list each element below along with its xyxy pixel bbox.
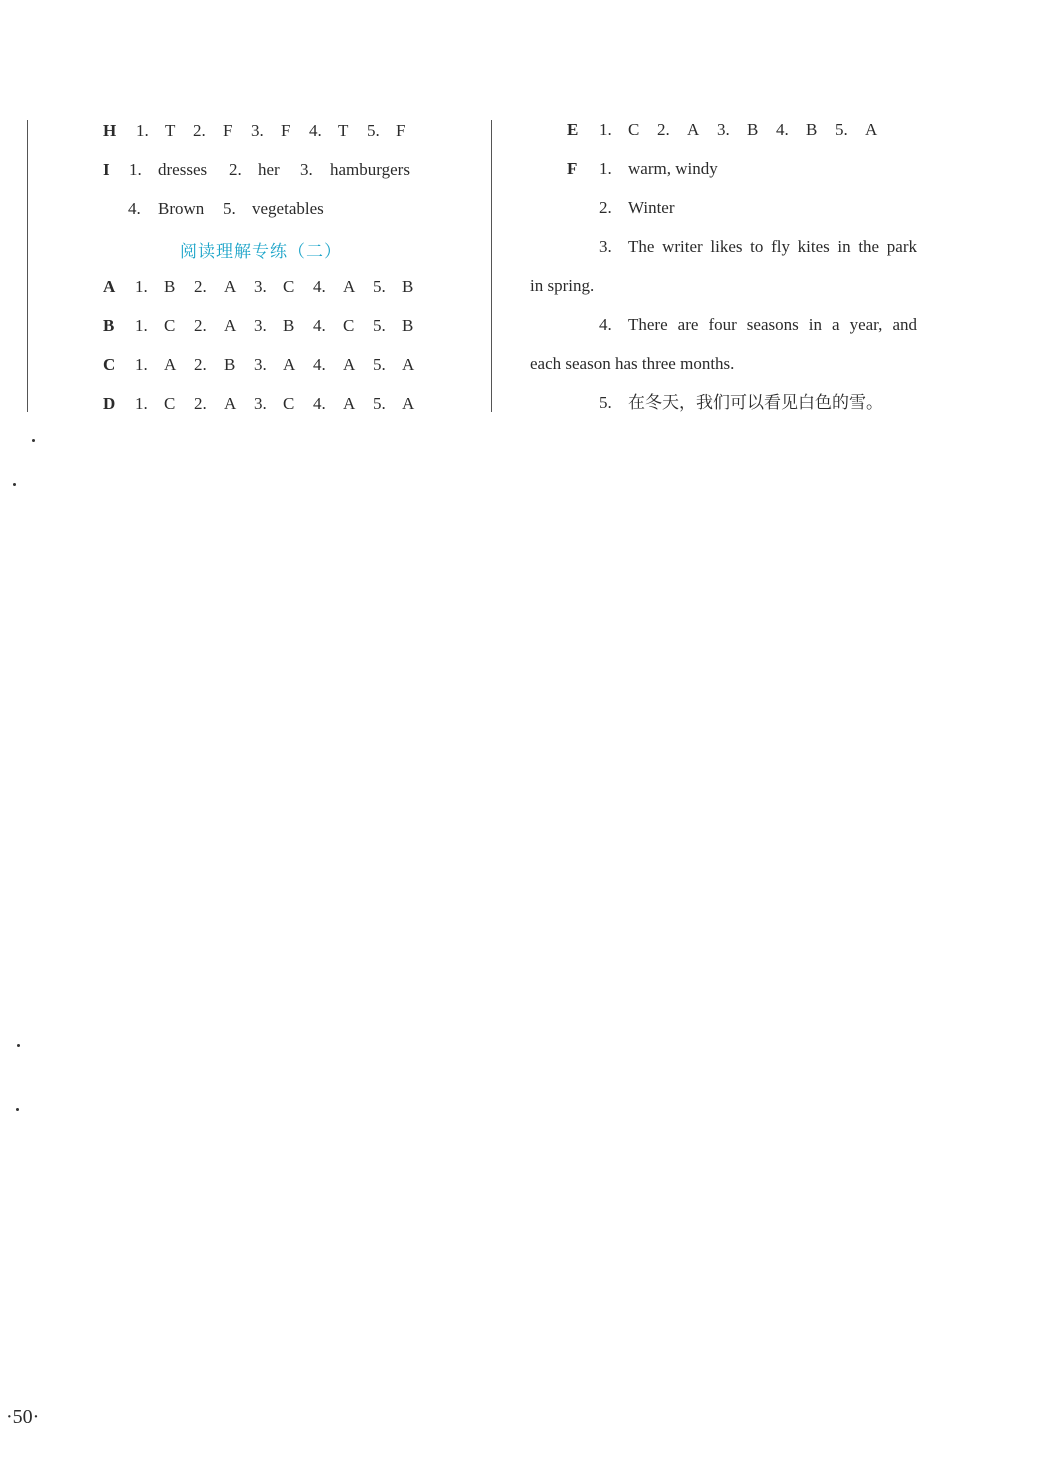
item-answer: F [281, 121, 291, 140]
item-answer: A [343, 355, 356, 374]
item-number: 4. [599, 315, 612, 334]
item-answer: Brown [158, 199, 205, 218]
item-number: 4. [776, 120, 789, 139]
item-number: 1. [135, 355, 148, 374]
scan-speck [17, 1044, 20, 1047]
item-answer: A [224, 277, 237, 296]
item-answer: dresses [158, 160, 208, 179]
item-answer: A [224, 316, 237, 335]
item-number: 2. [194, 277, 207, 296]
item-number: 1. [129, 160, 142, 179]
item-answer: T [338, 121, 349, 140]
item-number: 2. [599, 198, 612, 217]
answer-F-3-line1: The writer likes to fly kites in the park [628, 237, 917, 256]
item-number: 2. [229, 160, 242, 179]
item-number: 2. [194, 355, 207, 374]
item-answer: A [224, 394, 237, 413]
item-answer: A [343, 277, 356, 296]
item-number: 5. [599, 393, 612, 412]
scan-speck [32, 439, 35, 442]
item-number: 1. [135, 277, 148, 296]
item-number: 5. [223, 199, 236, 218]
item-answer: T [165, 121, 176, 140]
item-number: 3. [599, 237, 612, 256]
item-answer: B [806, 120, 818, 139]
item-number: 1. [135, 394, 148, 413]
scan-speck [16, 1108, 19, 1111]
item-answer: B [402, 316, 414, 335]
item-number: 3. [254, 277, 267, 296]
item-answer: B [402, 277, 414, 296]
item-number: 2. [657, 120, 670, 139]
item-answer: A [865, 120, 878, 139]
item-answer: A [164, 355, 177, 374]
item-answer: Winter [628, 198, 675, 217]
item-answer: A [687, 120, 700, 139]
item-answer: C [343, 316, 355, 335]
section-letter: D [103, 394, 116, 413]
item-number: 3. [251, 121, 264, 140]
item-answer: A [402, 394, 415, 413]
item-number: 1. [599, 159, 612, 178]
item-number: 1. [136, 121, 149, 140]
item-number: 4. [313, 394, 326, 413]
item-number: 5. [373, 316, 386, 335]
item-answer: C [164, 316, 176, 335]
item-number: 3. [254, 355, 267, 374]
section-letter: B [103, 316, 115, 335]
item-number: 4. [128, 199, 141, 218]
page-number: ·50· [6, 1406, 40, 1428]
item-answer: warm, windy [628, 159, 718, 178]
item-number: 3. [254, 394, 267, 413]
section-letter: H [103, 121, 117, 140]
item-answer: A [343, 394, 356, 413]
section-heading: 阅读理解专练（二） [180, 242, 342, 262]
item-number: 5. [373, 277, 386, 296]
item-answer: A [402, 355, 415, 374]
answer-F-3-line2: in spring. [530, 276, 595, 295]
item-answer: A [283, 355, 296, 374]
section-letter: C [103, 355, 116, 374]
item-answer: C [283, 277, 295, 296]
item-answer: her [258, 160, 280, 179]
item-number: 1. [599, 120, 612, 139]
section-letter: I [103, 160, 110, 179]
item-number: 2. [194, 316, 207, 335]
item-number: 5. [373, 394, 386, 413]
item-number: 3. [254, 316, 267, 335]
answer-F-4-line2: each season has three months. [530, 354, 735, 373]
item-answer: C [164, 394, 176, 413]
item-answer: F [396, 121, 406, 140]
item-number: 2. [193, 121, 206, 140]
item-number: 3. [300, 160, 313, 179]
item-number: 5. [835, 120, 848, 139]
item-answer: B [164, 277, 176, 296]
item-answer: C [283, 394, 295, 413]
item-number: 1. [135, 316, 148, 335]
item-answer: B [283, 316, 295, 335]
column-divider-rule [491, 120, 492, 412]
section-letter: E [567, 120, 579, 139]
scan-speck [13, 483, 16, 486]
left-margin-rule [27, 120, 28, 412]
answer-F-4-line1: There are four seasons in a year, and [628, 315, 917, 334]
item-number: 4. [313, 316, 326, 335]
item-number: 5. [367, 121, 380, 140]
item-number: 5. [373, 355, 386, 374]
item-number: 4. [313, 355, 326, 374]
item-answer: hamburgers [330, 160, 410, 179]
section-letter: A [103, 277, 116, 296]
item-number: 4. [313, 277, 326, 296]
item-answer: B [747, 120, 759, 139]
item-answer: F [223, 121, 233, 140]
item-answer: vegetables [252, 199, 324, 218]
item-answer: C [628, 120, 640, 139]
item-number: 4. [309, 121, 322, 140]
item-number: 3. [717, 120, 730, 139]
item-answer: 在冬天，我们可以看见白色的雪。 [628, 393, 883, 413]
item-number: 2. [194, 394, 207, 413]
section-letter: F [567, 159, 578, 178]
item-answer: B [224, 355, 236, 374]
